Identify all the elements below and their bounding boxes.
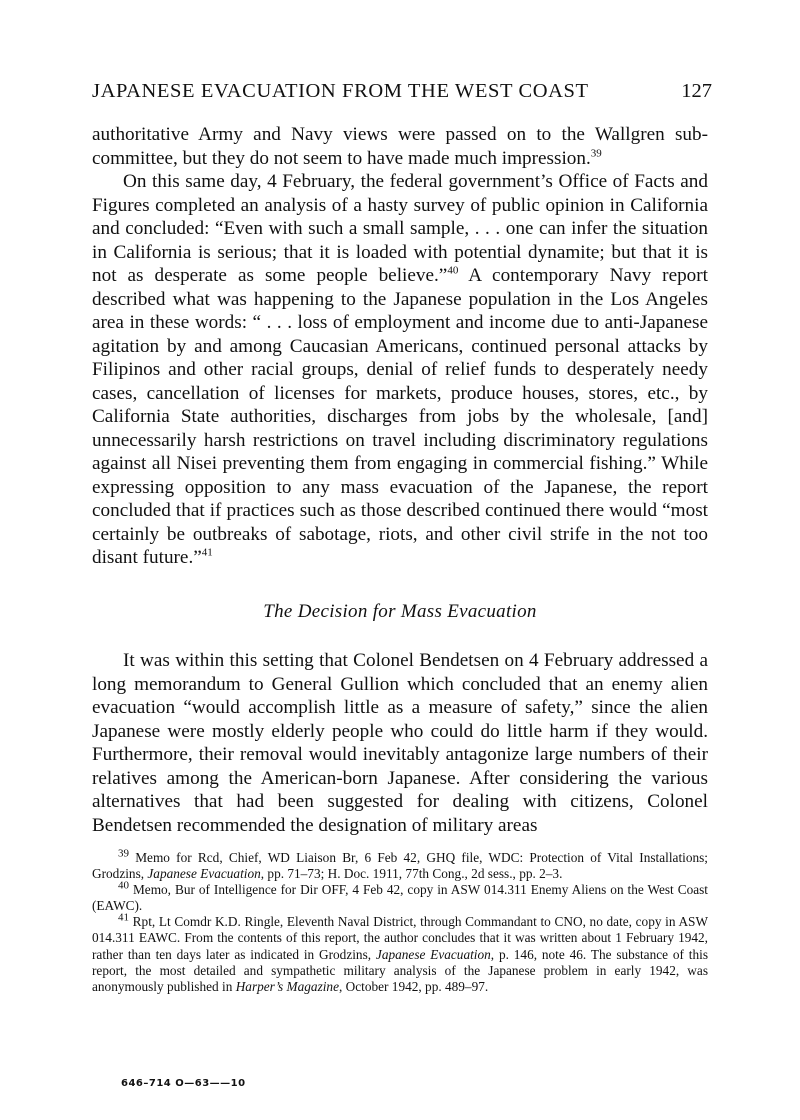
footnote-reference: 41 — [201, 546, 213, 559]
footnote-text: Memo for Rcd, Chief, WD Liaison Br, 6 Feb 42, GHQ file, WDC: Protection of Vital Installations; Grodzins, — [92, 850, 709, 882]
footnote-number: 40 — [118, 879, 129, 892]
paragraph-text: On this same day, 4 February, the federal government’s Office of Facts and Figures completed an analysis of a hasty survey of public opinion in California and concluded: “Even with such a small sample, . . . one can infer the situation in California is serious; that it is loaded with potential dynamite; but that it is not as desperate as some people believe.” — [92, 171, 708, 286]
footnote-number: 39 — [118, 847, 129, 860]
footnote-reference: 39 — [590, 147, 602, 160]
footnote-title: Harper’s Magazine — [235, 978, 339, 994]
footnotes — [92, 847, 709, 995]
footnote — [92, 847, 709, 882]
printer-code: 646–714 O—63——10 — [121, 1078, 246, 1089]
running-head-title: JAPANESE EVACUATION FROM THE WEST COAST — [92, 80, 589, 102]
paragraph-text: A contemporary Navy report described what was happening to the Japanese population in the Los Angeles area in these words: “ . . . loss of employment and income due to anti-Japanese agitation by and among Caucasian Americans, continued personal attacks by Filipinos and other racial groups, denial of relief funds to desperately needy cases, cancellation of licenses for markets, produce houses, stores, etc., by California State authorities, discharges from jobs by the wholesale, [and] unnecessarily harsh restrictions on travel including discriminatory regulations against all Nisei preventing them from engaging in commercial fishing.” While expressing opposition to any mass evacuation of the Japanese, the report concluded that if practices such as those described continued there would “most certainly be outbreaks of sabotage, riots, and other civil strife in the not too disant future.” — [92, 265, 708, 568]
footnote — [92, 879, 708, 914]
footnote-reference: 40 — [447, 264, 459, 277]
running-head — [92, 80, 712, 108]
paragraph-text: authoritative Army and Navy views were passed on to the Wallgren sub-committee, but they do not seem to have made much impression. — [92, 124, 708, 169]
footnote-number: 41 — [118, 911, 129, 924]
footnote-text: Memo, Bur of Intelligence for Dir OFF, 4 Feb 42, copy in ASW 014.311 Enemy Aliens on the West Coast (EAWC). — [92, 882, 708, 914]
footnote-text: , October 1942, pp. 489–97. — [339, 978, 489, 994]
footnote-text: , pp. 71–73; H. Doc. 1911, 77th Cong., 2d sess., pp. 2–3. — [260, 866, 563, 882]
footnote-text: Rpt, Lt Comdr K.D. Ringle, Eleventh Naval District, through Commandant to CNO, no date, copy in ASW 014.311 EAWC. From the contents of this report, the author concludes that it was written about 1 February 1942, rather than ten days later as indicated in Grodzins, — [92, 914, 708, 962]
body-text — [92, 123, 708, 837]
footnote-title: Japanese Evacuation — [375, 946, 491, 962]
page-number: 127 — [681, 80, 712, 102]
paragraph — [92, 170, 708, 570]
footnote-title: Japanese Evacuation — [147, 866, 261, 882]
paragraph — [92, 123, 708, 170]
section-heading: The Decision for Mass Evacuation — [263, 600, 537, 622]
footnote-text: , p. 146, note 46. The substance of this report, the most detailed and sympathetic military analysis of the Japanese problem in early 1942, was anonymously published in — [92, 946, 709, 994]
footnote — [92, 911, 709, 994]
paragraph: It was within this setting that Colonel Bendetsen on 4 February addressed a long memorandum to General Gullion which concluded that an enemy alien evacuation “would accomplish little as a measure of safety,” since the alien Japanese were mostly elderly people who could do little harm if they would. Furthermore, their removal would inevitably antagonize large numbers of their relatives among the American-born Japanese. After considering the various alternatives that had been suggested for dealing with citizens, Colonel Bendetsen recommended the designation of military areas — [92, 650, 708, 836]
